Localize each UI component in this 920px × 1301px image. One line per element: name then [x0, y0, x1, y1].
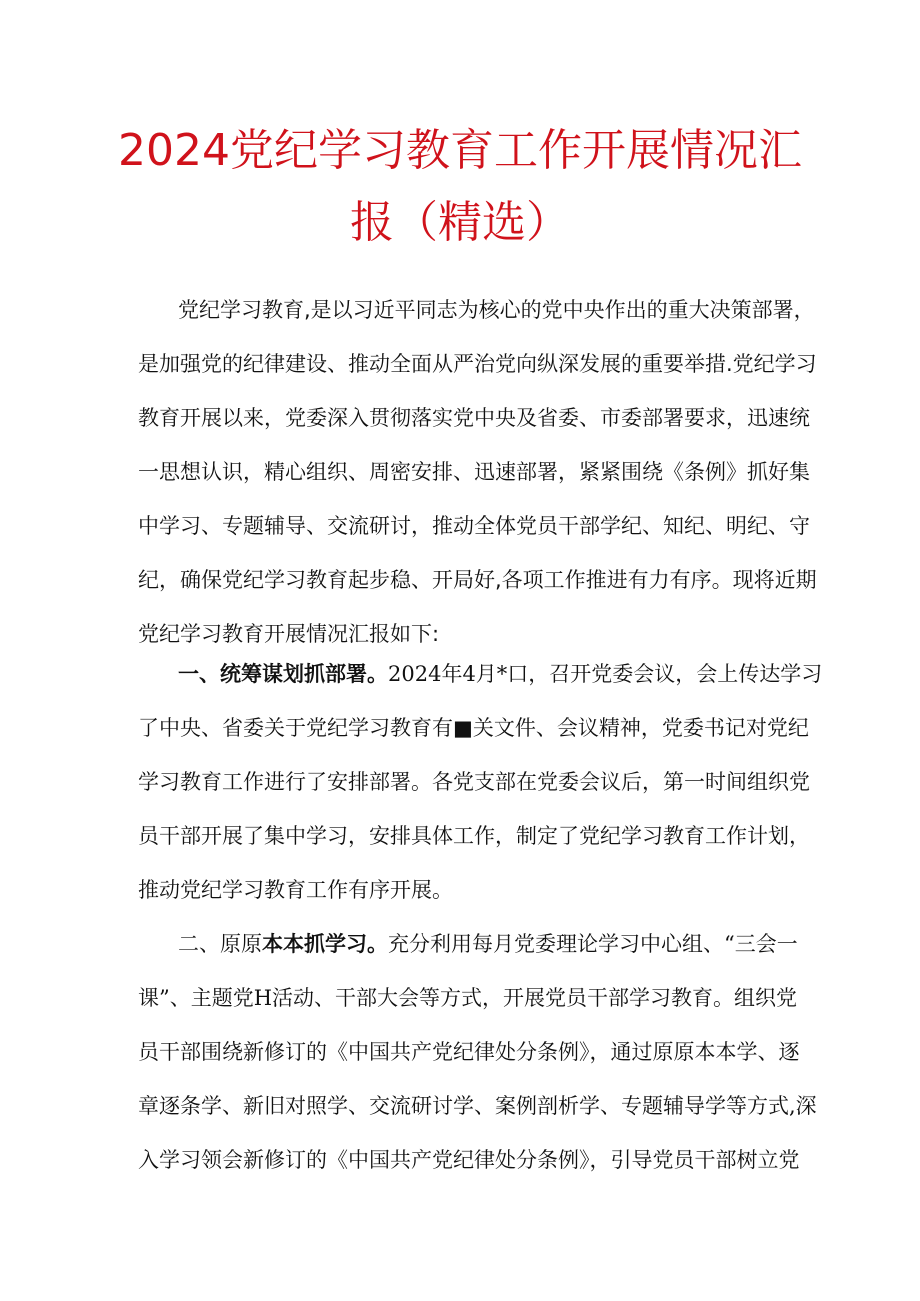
section-1-line: 学习教育工作进行了安排部署。各党支部在党委会议后，第一时间组织党 — [138, 770, 810, 794]
section-2-line: 入学习领会新修订的《中国共产党纪律处分条例》，引导党员干部树立党 — [138, 1148, 800, 1172]
section-1-line: 推动党纪学习教育工作有序开展。 — [138, 878, 453, 902]
section-1-line: 员干部开展了集中学习，安排具体工作，制定了党纪学习教育工作计划， — [138, 824, 810, 848]
section-2-heading-plain: 二、原原 — [178, 932, 262, 956]
intro-line: 党纪学习教育开展情况汇报如下: — [138, 622, 440, 646]
section-2-line: 课”、主题党H活动、干部大会等方式，开展党员干部学习教育。组织党 — [138, 986, 798, 1010]
section-1-line: 了中央、省委关于党纪学习教育有■关文件、会议精神，党委书记对党纪 — [138, 716, 809, 740]
intro-line: 纪，确保党纪学习教育起步稳、开局好,各项工作推进有力有序。现将近期 — [138, 568, 817, 592]
section-2-line: 章逐条学、新旧对照学、交流研讨学、案例剖析学、专题辅导学等方式,深 — [138, 1094, 817, 1118]
section-2-first-line — [178, 932, 798, 956]
intro-line: 一思想认识，精心组织、周密安排、迅速部署，紧紧围绕《条例》抓好集 — [138, 460, 810, 484]
section-1-heading: 一、统筹谋划抓部署。 — [178, 662, 388, 686]
section-2-text: 充分利用每月党委理论学习中心组、“三会一 — [388, 932, 798, 956]
document-title-line-1: 2024党纪学习教育工作开展情况汇 — [118, 125, 802, 176]
section-1-first-line — [178, 662, 823, 686]
section-1-text: 2024年4月*口，召开党委会议，会上传达学习 — [388, 662, 823, 686]
intro-line: 教育开展以来，党委深入贯彻落实党中央及省委、市委部署要求，迅速统 — [138, 406, 810, 430]
document-title-line-2: 报（精选） — [350, 197, 570, 248]
intro-line: 是加强党的纪律建设、推动全面从严治党向纵深发展的重要举措.党纪学习 — [138, 352, 817, 376]
intro-line: 党纪学习教育,是以习近平同志为核心的党中央作出的重大决策部署， — [178, 298, 815, 322]
section-2-heading-bold: 本本抓学习。 — [262, 932, 388, 956]
section-2-line: 员干部围绕新修订的《中国共产党纪律处分条例》，通过原原本本学、逐 — [138, 1040, 800, 1064]
intro-line: 中学习、专题辅导、交流研讨，推动全体党员干部学纪、知纪、明纪、守 — [138, 514, 810, 538]
